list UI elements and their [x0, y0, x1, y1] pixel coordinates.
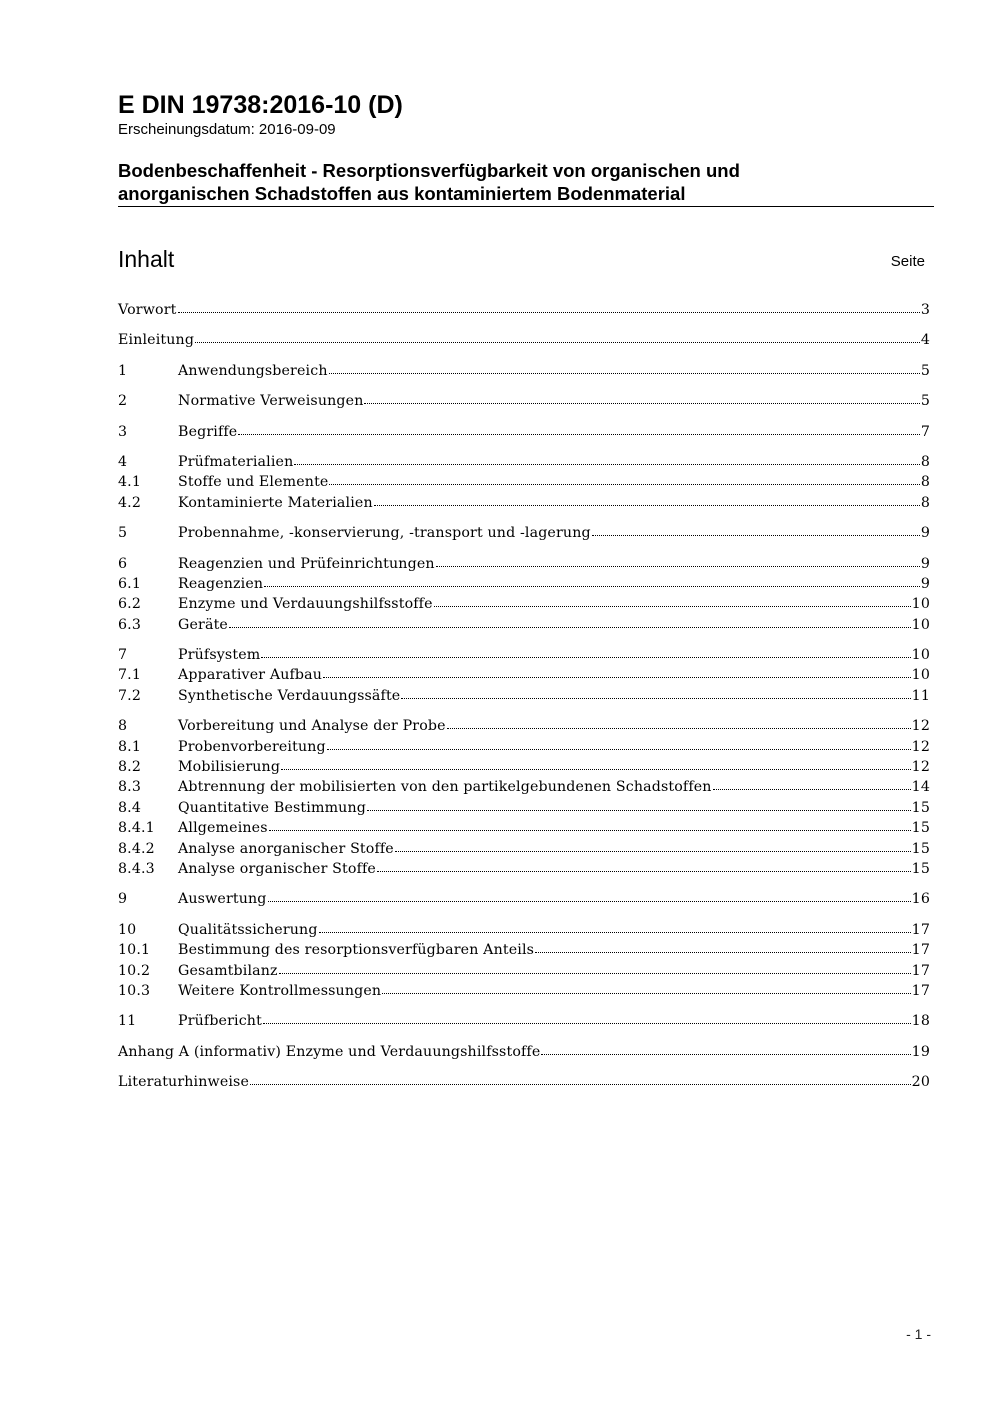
- toc-entry[interactable]: [118, 922, 930, 942]
- toc-entry-page: 5: [920, 362, 930, 379]
- toc-entry-number: 6.2: [118, 596, 142, 613]
- toc-entry-title: Anhang A (informativ) Enzyme und Verdauungshilfsstoffe: [118, 1043, 541, 1060]
- toc-dot-leader: [401, 698, 910, 699]
- toc-dot-leader: [367, 810, 911, 811]
- toc-entry-number: 7.2: [118, 687, 142, 704]
- toc-dot-leader: [281, 769, 911, 770]
- toc-entry-title: Analyse organischer Stoffe: [178, 860, 376, 877]
- toc-entry-title: Gesamtbilanz: [178, 962, 278, 979]
- toc-entry-page: 10: [911, 596, 930, 613]
- toc-entry-title: Reagenzien: [178, 575, 264, 592]
- toc-entry-page: 15: [911, 840, 930, 857]
- toc-entry-number: 10.1: [118, 942, 151, 959]
- toc-entry[interactable]: [118, 617, 930, 637]
- toc-entry[interactable]: [118, 474, 930, 494]
- toc-entry-number: 4.1: [118, 474, 142, 491]
- toc-entry[interactable]: [118, 688, 930, 708]
- toc-entry-number: 3: [118, 423, 128, 440]
- page-number: - 1 -: [906, 1326, 931, 1342]
- document-title: [118, 159, 934, 205]
- toc-dot-leader: [269, 830, 911, 831]
- toc-entry-title: Reagenzien und Prüfeinrichtungen: [178, 555, 435, 572]
- toc-entry-page: 12: [911, 759, 930, 776]
- toc-entry-page: 19: [911, 1043, 930, 1060]
- toc-dot-leader: [329, 373, 920, 374]
- toc-entry[interactable]: [118, 495, 930, 515]
- toc-entry-number: 8.3: [118, 779, 142, 796]
- toc-entry-number: 4.2: [118, 494, 142, 511]
- toc-entry-number: 6.1: [118, 575, 142, 592]
- toc-dot-leader: [329, 484, 919, 485]
- toc-dot-leader: [327, 749, 911, 750]
- toc-entry-title: Stoffe und Elemente: [178, 474, 329, 491]
- toc-entry-number: 8.4.3: [118, 860, 155, 877]
- toc-dot-leader: [279, 973, 911, 974]
- toc-entry-title: Probenvorbereitung: [178, 738, 326, 755]
- toc-entry-title: Prüfbericht: [178, 1013, 262, 1030]
- toc-dot-leader: [713, 789, 911, 790]
- toc-dot-leader: [377, 871, 911, 872]
- toc-dot-leader: [319, 932, 911, 933]
- toc-entry-number: 10.2: [118, 962, 151, 979]
- toc-entry-number: 7: [118, 647, 128, 664]
- toc-entry-title: Begriffe: [178, 423, 238, 440]
- toc-entry-page: 8: [920, 494, 930, 511]
- toc-entry-number: 2: [118, 393, 128, 410]
- toc-entry-title: Synthetische Verdauungssäfte: [178, 687, 401, 704]
- toc-entry[interactable]: [118, 1013, 930, 1033]
- toc-entry[interactable]: [118, 963, 930, 983]
- toc-entry-page: 9: [920, 575, 930, 592]
- toc-entry-page: 17: [911, 962, 930, 979]
- toc-entry-number: 8.4: [118, 799, 142, 816]
- toc-entry[interactable]: [118, 576, 930, 596]
- toc-entry-page: 10: [911, 647, 930, 664]
- toc-entry-number: 7.1: [118, 667, 142, 684]
- toc-entry-number: 11: [118, 1013, 137, 1030]
- toc-entry-title: Probennahme, -konservierung, -transport und -lagerung: [178, 525, 591, 542]
- toc-entry[interactable]: [118, 667, 930, 687]
- toc-entry-title: Geräte: [178, 616, 228, 633]
- toc-entry[interactable]: [118, 841, 930, 861]
- toc-entry[interactable]: [118, 779, 930, 799]
- toc-entry-title: Apparativer Aufbau: [178, 667, 323, 684]
- toc-dot-leader: [382, 993, 910, 994]
- toc-entry-page: 17: [911, 942, 930, 959]
- toc-entry-title: Abtrennung der mobilisierten von den partikelgebundenen Schadstoffen: [178, 779, 712, 796]
- toc-entry-title: Prüfmaterialien: [178, 453, 294, 470]
- toc-dot-leader: [238, 434, 919, 435]
- toc-dot-leader: [447, 728, 911, 729]
- toc-entry-title: Weitere Kontrollmessungen: [178, 982, 382, 999]
- title-line-2: anorganischen Schadstoffen aus kontaminiertem Bodenmaterial: [118, 183, 686, 204]
- toc-entry[interactable]: [118, 424, 930, 444]
- toc-entry[interactable]: [118, 332, 930, 352]
- toc-entry[interactable]: [118, 393, 930, 413]
- toc-entry-page: 9: [920, 555, 930, 572]
- toc-entry-title: Vorwort: [118, 302, 177, 318]
- toc-entry-number: 5: [118, 525, 128, 542]
- toc-heading: Inhalt: [118, 246, 175, 272]
- toc-entry-title: Enzyme und Verdauungshilfsstoffe: [178, 596, 433, 613]
- toc-entry-page: 15: [911, 820, 930, 837]
- toc-entry-number: 8: [118, 718, 128, 735]
- toc-entry-page: 18: [911, 1013, 930, 1030]
- toc-entry[interactable]: [118, 942, 930, 962]
- toc-entry-page: 10: [911, 616, 930, 633]
- toc-entry-page: 8: [920, 474, 930, 491]
- toc-entry-number: 4: [118, 453, 128, 470]
- toc-dot-leader: [264, 586, 920, 587]
- toc-dot-leader: [395, 851, 911, 852]
- toc-entry[interactable]: [118, 861, 930, 881]
- toc-entry-page: 12: [911, 718, 930, 735]
- toc-entry-page: 17: [911, 921, 930, 938]
- toc-entry-page: 17: [911, 982, 930, 999]
- toc-dot-leader: [535, 952, 911, 953]
- toc-entry-title: Bestimmung des resorptionsverfügbaren Anteils: [178, 942, 535, 959]
- toc-dot-leader: [374, 505, 920, 506]
- toc-entry[interactable]: [118, 596, 930, 616]
- toc-entry-page: 14: [911, 779, 930, 796]
- toc-entry[interactable]: [118, 525, 930, 545]
- publication-date: Erscheinungsdatum: 2016-09-09: [118, 121, 336, 138]
- toc-dot-leader: [323, 677, 911, 678]
- toc-entry-page: 20: [911, 1074, 930, 1091]
- toc-entry[interactable]: [118, 891, 930, 911]
- toc-entry-page: 11: [911, 687, 930, 704]
- toc-entry[interactable]: [118, 302, 930, 322]
- toc-page-column-heading: Seite: [890, 253, 925, 270]
- toc-dot-leader: [434, 606, 911, 607]
- toc-entry-title: Auswertung: [178, 891, 267, 908]
- toc-entry-number: 10.3: [118, 982, 151, 999]
- toc-dot-leader: [229, 627, 911, 628]
- toc-entry-page: 16: [911, 891, 930, 908]
- toc-entry-title: Einleitung: [118, 332, 195, 349]
- title-divider: [118, 206, 934, 207]
- toc-entry-page: 4: [920, 332, 930, 349]
- toc-entry[interactable]: [118, 647, 930, 667]
- toc-entry[interactable]: [118, 983, 930, 1003]
- toc-entry[interactable]: [118, 454, 930, 474]
- toc-dot-leader: [436, 566, 920, 567]
- toc-entry-title: Qualitätssicherung: [178, 921, 318, 938]
- toc-entry-page: 8: [920, 453, 930, 470]
- toc-entry-page: 10: [911, 667, 930, 684]
- toc-entry-number: 8.4.1: [118, 820, 155, 837]
- toc-entry-number: 8.1: [118, 738, 142, 755]
- toc-entry-title: Kontaminierte Materialien: [178, 494, 373, 511]
- toc-entry-title: Allgemeines: [178, 820, 268, 837]
- toc-entry-page: 7: [920, 423, 930, 440]
- toc-entry-title: Mobilisierung: [178, 759, 281, 776]
- toc-entry-title: Literaturhinweise: [118, 1074, 250, 1091]
- toc-entry-number: 1: [118, 362, 128, 379]
- toc-dot-leader: [364, 403, 919, 404]
- toc-dot-leader: [541, 1054, 910, 1055]
- toc-entry-number: 8.2: [118, 759, 142, 776]
- toc-entry-page: 3: [920, 302, 930, 318]
- toc-dot-leader: [250, 1084, 911, 1085]
- toc-entry[interactable]: [118, 759, 930, 779]
- toc-entry-number: 8.4.2: [118, 840, 155, 857]
- toc-entry-title: Vorbereitung und Analyse der Probe: [178, 718, 446, 735]
- toc-entry-number: 6.3: [118, 616, 142, 633]
- toc-dot-leader: [268, 901, 911, 902]
- toc-entry-page: 5: [920, 393, 930, 410]
- toc-entry-page: 9: [920, 525, 930, 542]
- document-id: E DIN 19738:2016-10 (D): [118, 91, 403, 119]
- toc-entry[interactable]: [118, 820, 930, 840]
- toc-dot-leader: [261, 657, 910, 658]
- toc-entry-title: Anwendungsbereich: [178, 362, 328, 379]
- toc-entry[interactable]: [118, 1074, 930, 1094]
- toc-entry-title: Normative Verweisungen: [178, 393, 364, 410]
- toc-dot-leader: [195, 342, 920, 343]
- table-of-contents: [118, 302, 930, 1095]
- toc-entry-page: 12: [911, 738, 930, 755]
- toc-entry-number: 9: [118, 891, 128, 908]
- toc-entry[interactable]: [118, 739, 930, 759]
- toc-entry-title: Prüfsystem: [178, 647, 261, 664]
- toc-entry-title: Analyse anorganischer Stoffe: [178, 840, 394, 857]
- title-line-1: Bodenbeschaffenheit - Resorptionsverfügbarkeit von organischen und: [118, 160, 740, 181]
- toc-entry-number: 6: [118, 555, 128, 572]
- toc-dot-leader: [294, 464, 919, 465]
- toc-entry[interactable]: [118, 363, 930, 383]
- toc-entry[interactable]: [118, 718, 930, 738]
- toc-entry[interactable]: [118, 556, 930, 576]
- toc-entry-title: Quantitative Bestimmung: [178, 799, 366, 816]
- toc-entry-page: 15: [911, 860, 930, 877]
- toc-entry[interactable]: [118, 800, 930, 820]
- toc-entry-number: 10: [118, 921, 137, 938]
- toc-dot-leader: [178, 312, 920, 313]
- toc-dot-leader: [592, 535, 920, 536]
- toc-entry-page: 15: [911, 799, 930, 816]
- toc-dot-leader: [263, 1023, 911, 1024]
- toc-entry[interactable]: [118, 1044, 930, 1064]
